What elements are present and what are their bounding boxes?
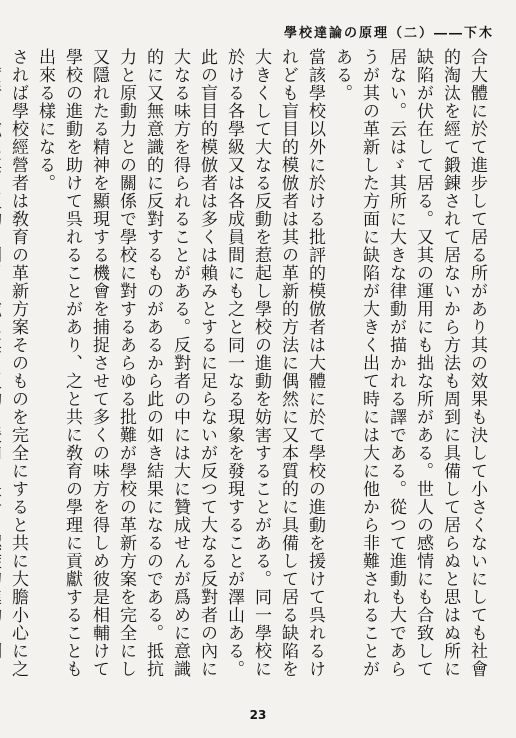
body-text [0,48,490,688]
paragraph: されば學校經營者は敎育の革新方案そのものを完全にすると共に大膽小心に之 [8,48,28,678]
paragraph: 合大體に於て進步して居る所があり其の效果も決して小さくないにしても社會的淘汰を經て鍛錬されて居ないから方法も周到に具備して居らぬと思はぬ所に缺陷が伏在して居る。又其の運用にも拙な所がある。世人の感情にも合致して居ない。云はゞ其所に大きな律動が描かれる譯である。從つて進動も大であらうが其の革新した方面に缺陷が大きく出て時には大に他から非難されることがある。 [332,48,487,678]
paragraph: 當該學校以外に於ける批評的模倣者は大體に於て學校の進動を援けて呉れるけれども盲目的模倣者は其の革新的方法に偶然に又本質的に具備して居る缺陷を大きくして大なる反動を惹起し學校の進動を妨害することがある。同一學校に於ける各學級又は各成員間にも之と同一なる現象を發現することが澤山ある。 [224,48,325,678]
page-number: 23 [249,708,267,722]
running-header: 木下――（二）理原の論達校學 [283,26,494,41]
paragraph: 此の盲目的模倣者は多くは賴みとするに足らないが反つて大なる反對者の內に大なる味方を得られることがある。反對者の中には大に贊成せんが爲めに意識的に又無意識的に反對するものがあるから此の如き結果になるのである。抵抗力と原動力との關係で學校に對するあらゆる批難が學校の革新方案を完全にし又隱れたる精神を顯現する機會を捕捉させて多くの味方を得しめ彼是相輔けて學校の進動を助けて呉れることがあり、之と共に敎育の學理に貢獻することも出來る樣になる。 [35,48,217,678]
